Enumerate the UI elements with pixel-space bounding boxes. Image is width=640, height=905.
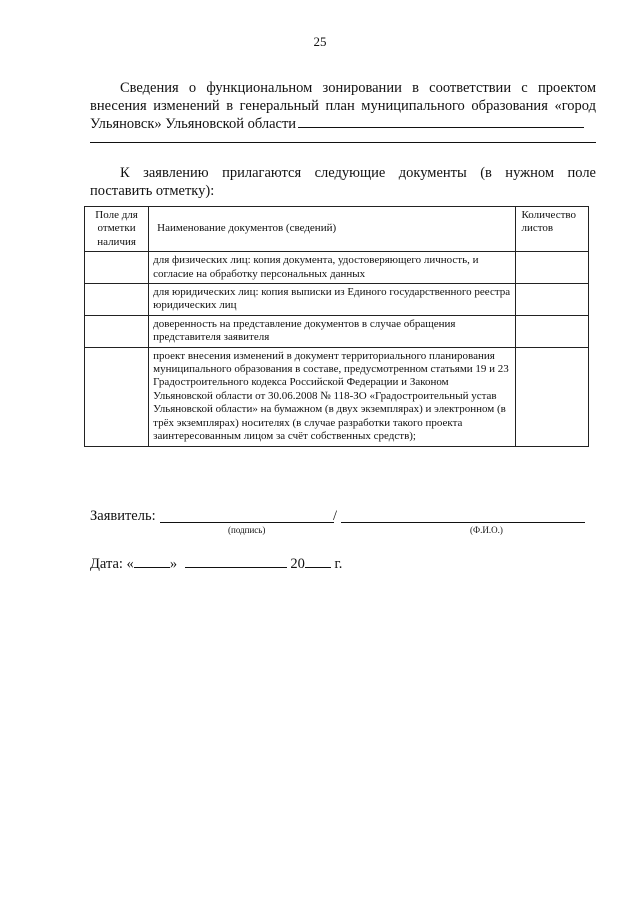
signature-slash: / <box>333 508 338 524</box>
sheet-count-cell[interactable] <box>515 284 589 316</box>
header-check: Поле для отметки наличия <box>85 207 149 252</box>
sheet-count-cell[interactable] <box>515 315 589 347</box>
date-day-line[interactable] <box>134 556 170 568</box>
date-year-line[interactable] <box>305 556 331 568</box>
table-row <box>85 252 589 284</box>
date-year-prefix: 20 <box>290 556 305 572</box>
full-name-line[interactable] <box>341 522 585 523</box>
applicant-label: Заявитель: <box>90 508 156 524</box>
sheet-count-cell[interactable] <box>515 252 589 284</box>
header-name: Наименование документов (сведений) <box>149 207 515 252</box>
date-year-suffix: г. <box>334 556 343 572</box>
check-cell[interactable] <box>85 284 149 316</box>
date-row <box>90 556 342 573</box>
attachments-intro-line-1: К заявлению прилагаются следующие документы (в нужном поле <box>120 165 596 181</box>
table-header-row <box>85 207 589 252</box>
attachments-intro <box>90 164 596 200</box>
full-name-caption: (Ф.И.О.) <box>470 525 503 535</box>
table-row <box>85 347 589 446</box>
date-month-line[interactable] <box>185 556 287 568</box>
check-cell[interactable] <box>85 315 149 347</box>
page-number: 25 <box>313 34 327 49</box>
table-row <box>85 284 589 316</box>
document-name: проект внесения изменений в документ территориального планирования муниципального образования в составе, предусмотренном статьями 19 и 23 Градостроительного кодекса Российской Федерации и Законом Ульяновской области от 30.06.2008 № 118-ЗО «Градостроительный устав Ульяновской области» на бумажном (в двух экземплярах) и электронном (в трёх экземплярах) носителях (в случае разработки такого проекта заинтересованным лицом за счёт собственных средств); <box>149 347 515 446</box>
zoning-line-1: Сведения о функциональном зонировании в соответствии с проектом <box>120 80 596 96</box>
zoning-second-fill-line[interactable] <box>90 142 596 143</box>
documents-table <box>84 206 589 447</box>
check-cell[interactable] <box>85 347 149 446</box>
date-close-quote: » <box>169 556 178 572</box>
zoning-fill-line[interactable] <box>298 126 584 128</box>
zoning-line-2: внесения изменений в генеральный план муниципального образования «город <box>90 98 596 114</box>
attachments-intro-line-2: поставить отметку): <box>90 183 215 199</box>
document-name: доверенность на представление документов в случае обращения представителя заявителя <box>149 315 515 347</box>
sheet-count-cell[interactable] <box>515 347 589 446</box>
table-row <box>85 315 589 347</box>
zoning-line-3-text: Ульяновск» Ульяновской области <box>90 116 297 132</box>
signature-line[interactable] <box>160 522 334 523</box>
date-label: Дата: « <box>90 556 134 572</box>
signature-caption: (подпись) <box>228 525 266 535</box>
check-cell[interactable] <box>85 252 149 284</box>
document-name: для физических лиц: копия документа, удостоверяющего личность, и согласие на обработку персональных данных <box>149 252 515 284</box>
header-count: Количество листов <box>515 207 589 252</box>
document-name: для юридических лиц: копия выписки из Единого государственного реестра юридических лиц <box>149 284 515 316</box>
zoning-paragraph <box>90 79 596 133</box>
zoning-line-3 <box>90 115 596 133</box>
